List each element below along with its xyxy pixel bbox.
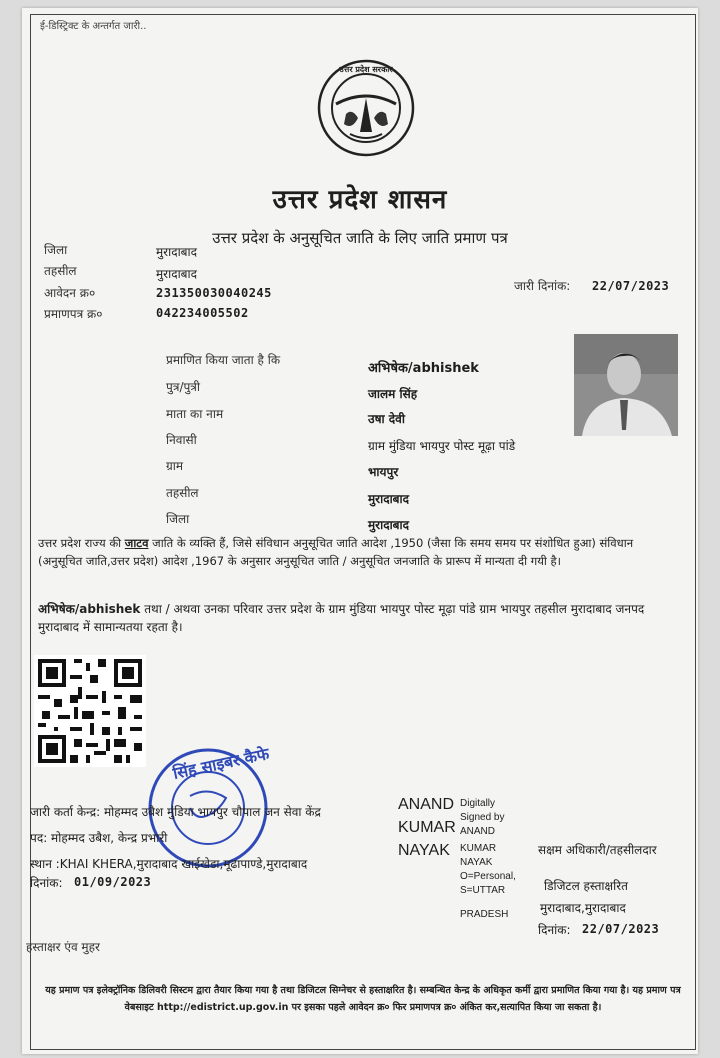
header-note: ई-डिस्ट्रिक्ट के अन्तर्गत जारी..	[40, 21, 147, 32]
village-value: भायपुर	[368, 465, 399, 479]
signer-name-line2: KUMAR	[398, 819, 456, 836]
certificate-label: प्रमाणपत्र क्र०	[44, 307, 103, 321]
sig-detail-7: S=UTTAR	[460, 885, 506, 896]
application-number: 231350030040245	[156, 286, 272, 300]
authority-signed: डिजिटल हस्ताक्षरित	[544, 879, 628, 893]
resident-label: निवासी	[166, 433, 197, 447]
details-district-value: मुरादाबाद	[368, 518, 410, 532]
applicant-photo	[574, 334, 678, 436]
caste-name: जाटव	[124, 536, 149, 550]
sig-detail-3: ANAND	[460, 826, 496, 837]
sig-detail-2: Signed by	[460, 812, 505, 823]
sign-seal-label: हस्ताक्षर एंव मुहर	[26, 940, 100, 954]
page-subtitle: उत्तर प्रदेश के अनुसूचित जाति के लिए जाति प्रमाण पत्र	[212, 229, 508, 247]
issuer-place: स्थान :KHAI KHERA,मुरादाबाद खाईखेडा,मूढापाण्डे,मुरादाबाद	[30, 857, 308, 871]
authority-designation: सक्षम अधिकारी/तहसीलदार	[538, 843, 657, 857]
sig-detail-4: KUMAR	[460, 843, 497, 854]
issuer-center: जारी कर्ता केन्द्र: मोहम्मद उबैश मुंडिया भायपुर चौपाल जन सेवा केंद्र	[30, 805, 321, 819]
application-label: आवेदन क्र०	[44, 286, 96, 300]
signer-name-line3: NAYAK	[398, 842, 450, 859]
sig-detail-6: O=Personal,	[460, 871, 516, 882]
sig-detail-1: Digitally	[460, 798, 496, 809]
resident-value: ग्राम मुंडिया भायपुर पोस्ट मूढ़ा पांडे	[368, 439, 516, 453]
page-title: उत्तर प्रदेश शासन	[272, 185, 448, 215]
certified-label: प्रमाणित किया जाता है कि	[166, 353, 281, 367]
details-tehsil-label: तहसील	[166, 486, 199, 500]
district-value: मुरादाबाद	[156, 245, 198, 259]
caste-statement	[38, 534, 678, 570]
father-name: जालम सिंह	[368, 387, 418, 401]
child-of-label: पुत्र/पुत्री	[166, 380, 201, 394]
issue-date-value: 22/07/2023	[592, 279, 670, 293]
residence-statement	[38, 600, 678, 636]
qr-code	[34, 655, 146, 767]
certificate-number: 042234005502	[156, 306, 249, 320]
caste-statement-body: जाति के व्यक्ति हैं, जिसे संविधान अनुसूचित जाति आदेश ,1950 (जैसा कि समय समय पर संशोधित हुआ) संविधान (अनुसूचित जाति,उत्तर प्रदेश) आदेश ,1967 के अनुसार अनुसूचित जाति / अनुसूचित जनजाति के प्रारूप में मान्यता दी गयी है।	[38, 536, 634, 568]
issuer-date-value: 01/09/2023	[74, 875, 152, 889]
residence-applicant-name: अभिषेक/abhishek	[38, 602, 141, 616]
footer-note: यह प्रमाण पत्र इलेक्ट्रॉनिक डिलिवरी सिस्टम द्वारा तैयार किया गया है तथा डिजिटल सिग्नेचर से हस्ताक्षरित है। सम्बन्धित केन्द्र के अधिकृत कर्मी द्वारा प्रमाणित किया गया है। यह प्रमाण पत्र वेबसाइट http://edistrict.up.gov.in पर इसका पहले आवेदन क्र० फिर प्रमाणपत्र क्र० अंकित कर,सत्यापित किया जा सकता है।	[45, 985, 681, 1013]
tehsil-value: मुरादाबाद	[156, 267, 198, 281]
applicant-name: अभिषेक/abhishek	[368, 361, 479, 376]
village-label: ग्राम	[166, 459, 184, 473]
tehsil-label: तहसील	[44, 264, 77, 278]
details-district-label: जिला	[166, 512, 190, 526]
sig-detail-5: NAYAK	[460, 857, 493, 868]
details-tehsil-value: मुरादाबाद	[368, 492, 410, 506]
signer-name-line1: ANAND	[398, 796, 455, 813]
residence-statement-body: तथा / अथवा उनका परिवार उत्तर प्रदेश के ग्राम मुंडिया भायपुर पोस्ट मूढ़ा पांडे ग्राम भायपुर तहसील मुरादाबाद जनपद मुरादाबाद में सामान्यतया रहता है।	[38, 602, 645, 634]
seal-text: सिंह साइबर कैफे	[171, 744, 271, 783]
issuer-post: पद: मोहम्मद उबैश, केन्द्र प्रभारी	[30, 831, 168, 845]
emblem-text: उत्तर प्रदेश सरकार	[339, 65, 393, 74]
issuer-date-label: दिनांक:	[30, 876, 63, 890]
authority-date-label: दिनांक:	[538, 923, 571, 937]
issue-date-label: जारी दिनांक:	[514, 279, 571, 293]
authority-place: मुरादाबाद,मुरादाबाद	[540, 901, 626, 915]
sig-detail-8: PRADESH	[460, 909, 509, 920]
authority-date-value: 22/07/2023	[582, 922, 660, 936]
district-label: जिला	[44, 243, 68, 257]
certificate-border	[30, 14, 696, 1050]
mother-label: माता का नाम	[166, 407, 224, 421]
mother-name: उषा देवी	[368, 412, 405, 426]
caste-statement-intro: उत्तर प्रदेश राज्य की	[38, 536, 125, 550]
